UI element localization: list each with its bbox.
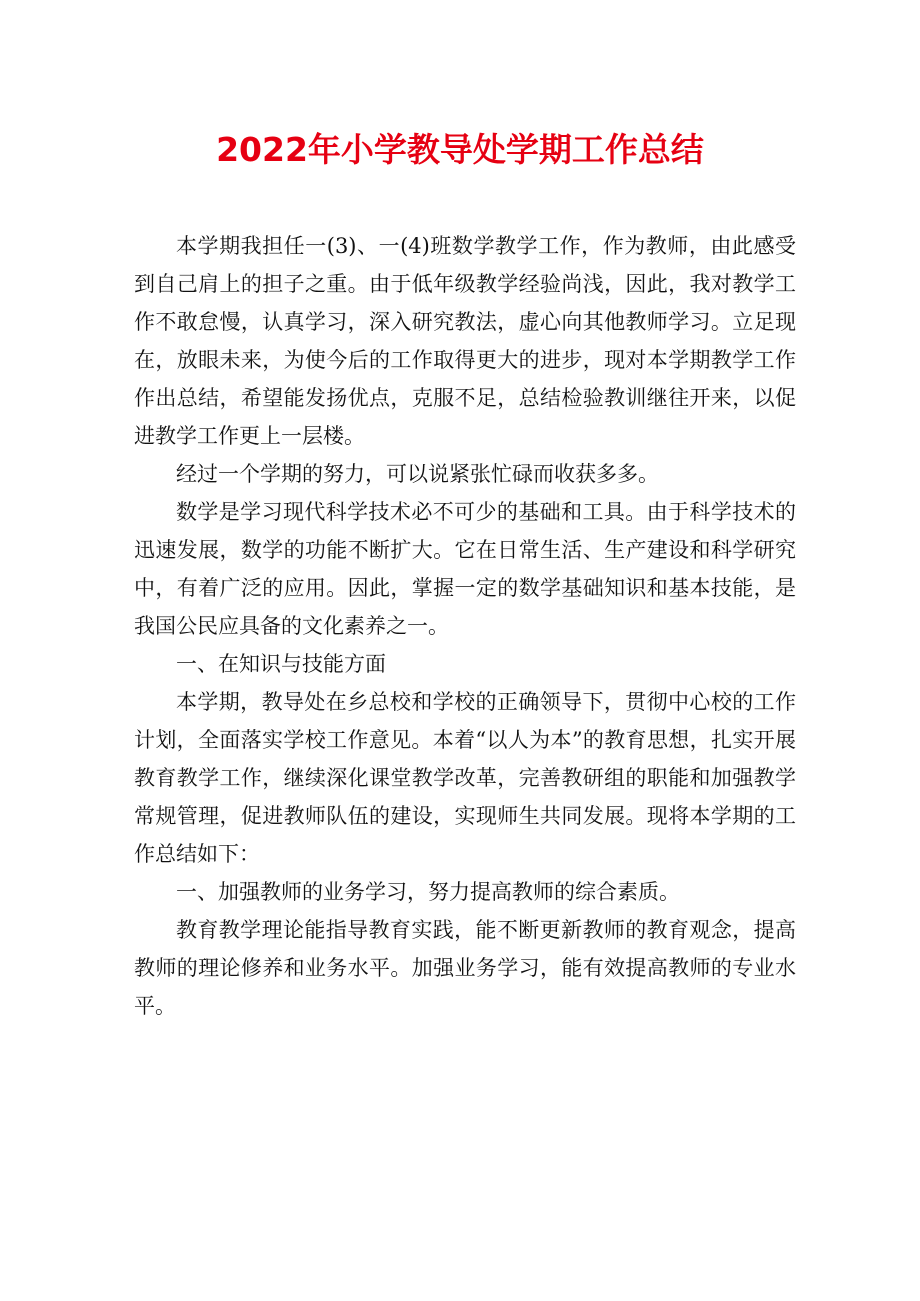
section-heading-teacher-study: 一、加强教师的业务学习，努力提高教师的综合素质。 [176, 880, 680, 904]
paragraph-theory-practice: 教育教学理论能指导教育实践，能不断更新教师的教育观念，提高教师的理论修养和业务水平。加强业务学习，能有效提高教师的专业水平。 [134, 918, 796, 1018]
paragraph-summary: 经过一个学期的努力，可以说紧张忙碌而收获多多。 [176, 462, 659, 486]
document-body [134, 227, 796, 1025]
document-title: 2022年小学教导处学期工作总结 [216, 130, 704, 169]
paragraph-intro: 本学期我担任一(3)、一(4)班数学教学工作，作为教师，由此感受到自己肩上的担子之重。由于低年级教学经验尚浅，因此，我对教学工作不敢怠慢，认真学习，深入研究教法，虚心向其他教师学习。立足现在，放眼未来，为使今后的工作取得更大的进步，现对本学期教学工作作出总结，希望能发扬优点，克服不足，总结检验教训继往开来，以促进教学工作更上一层楼。 [134, 234, 796, 448]
paragraph-work-overview: 本学期，教导处在乡总校和学校的正确领导下，贯彻中心校的工作计划，全面落实学校工作意见。本着“以人为本”的教育思想，扎实开展教育教学工作，继续深化课堂教学改革，完善教研组的职能和加强教学常规管理，促进教师队伍的建设，实现师生共同发展。现将本学期的工作总结如下： [134, 690, 796, 866]
paragraph-math-importance: 数学是学习现代科学技术必不可少的基础和工具。由于科学技术的迅速发展，数学的功能不断扩大。它在日常生活、生产建设和科学研究中，有着广泛的应用。因此，掌握一定的数学基础知识和基本技能，是我国公民应具备的文化素养之一。 [134, 500, 796, 638]
section-heading-knowledge-skills: 一、在知识与技能方面 [176, 652, 386, 676]
